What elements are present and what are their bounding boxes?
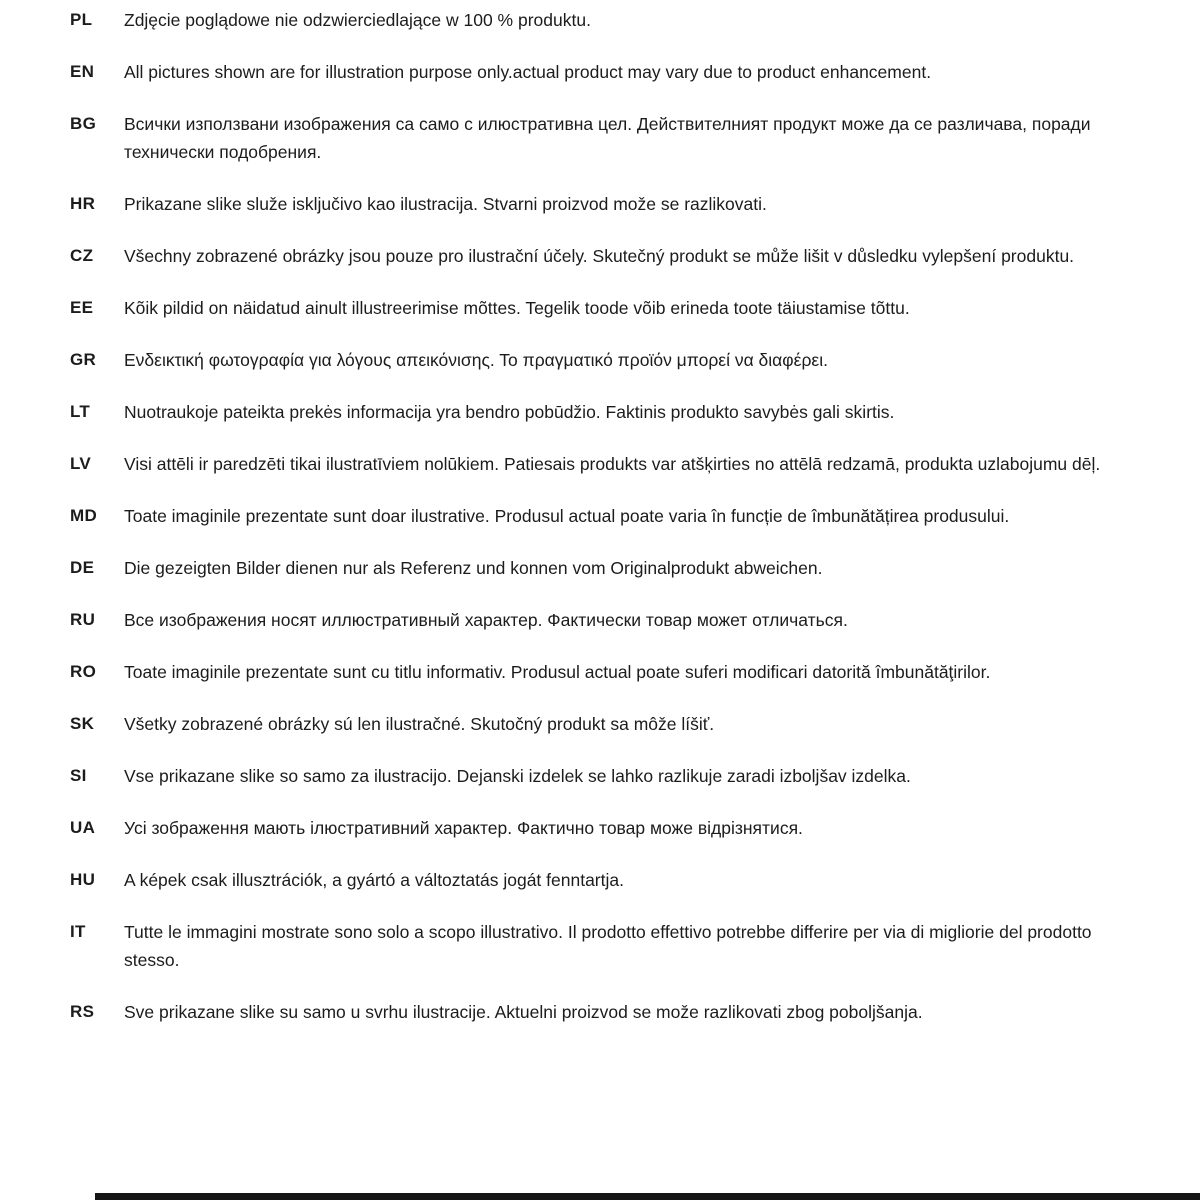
disclaimer-text: Kõik pildid on näidatud ainult illustreerimise mõttes. Tegelik toode võib erineda toote täiustamise tõttu. bbox=[124, 298, 910, 318]
disclaimer-row bbox=[0, 346, 1200, 374]
disclaimer-text: Все изображения носят иллюстративный характер. Фактически товар может отличаться. bbox=[124, 610, 848, 630]
disclaimer-row bbox=[0, 918, 1200, 974]
language-code-label: HU bbox=[70, 870, 96, 889]
disclaimer-text: Zdjęcie poglądowe nie odzwierciedlające w 100 % produktu. bbox=[124, 10, 591, 30]
language-code-label: LT bbox=[70, 402, 91, 421]
language-code-label: PL bbox=[70, 10, 93, 29]
disclaimer-row bbox=[0, 190, 1200, 218]
disclaimer-text: Toate imaginile prezentate sunt cu titlu informativ. Produsul actual poate suferi modificari datorită îmbunătăţirilor. bbox=[124, 662, 991, 682]
disclaimer-text: Toate imaginile prezentate sunt doar ilustrative. Produsul actual poate varia în funcție de îmbunătățirea produsului. bbox=[124, 506, 1010, 526]
disclaimer-text: Tutte le immagini mostrate sono solo a scopo illustrativo. Il prodotto effettivo potrebbe differire per via di migliorie del prodotto stesso. bbox=[124, 922, 1092, 970]
language-code-label: DE bbox=[70, 558, 95, 577]
disclaimer-row bbox=[0, 658, 1200, 686]
language-code-label: MD bbox=[70, 506, 98, 525]
language-code-label: LV bbox=[70, 454, 92, 473]
language-code-label: UA bbox=[70, 818, 96, 837]
disclaimer-text: Всички използвани изображения са само с илюстративна цел. Действителният продукт може да се различава, поради технически подобрения. bbox=[124, 114, 1091, 162]
disclaimer-row bbox=[0, 710, 1200, 738]
disclaimer-document bbox=[0, 6, 1200, 1050]
language-code-label: GR bbox=[70, 350, 97, 369]
language-code-label: SI bbox=[70, 766, 87, 785]
language-code-label: EE bbox=[70, 298, 94, 317]
disclaimer-text: All pictures shown are for illustration purpose only.actual product may vary due to product enhancement. bbox=[124, 62, 932, 82]
language-code-label: CZ bbox=[70, 246, 94, 265]
language-code-label: IT bbox=[70, 922, 86, 941]
disclaimer-text: Vse prikazane slike so samo za ilustracijo. Dejanski izdelek se lahko razlikuje zaradi izboljšav izdelka. bbox=[124, 766, 911, 786]
disclaimer-row bbox=[0, 762, 1200, 790]
disclaimer-row bbox=[0, 110, 1200, 166]
disclaimer-text: Sve prikazane slike su samo u svrhu ilustracije. Aktuelni proizvod se može razlikovati zbog poboljšanja. bbox=[124, 1002, 923, 1022]
disclaimer-row bbox=[0, 6, 1200, 34]
language-code-label: SK bbox=[70, 714, 95, 733]
language-code-label: EN bbox=[70, 62, 95, 81]
language-code-label: RU bbox=[70, 610, 96, 629]
disclaimer-row bbox=[0, 294, 1200, 322]
language-code-label: RS bbox=[70, 1002, 95, 1021]
disclaimer-text: Die gezeigten Bilder dienen nur als Referenz und konnen vom Originalprodukt abweichen. bbox=[124, 558, 823, 578]
disclaimer-text: Усі зображення мають ілюстративний характер. Фактично товар може відрізнятися. bbox=[124, 818, 803, 838]
disclaimer-list bbox=[0, 6, 1200, 1026]
disclaimer-row bbox=[0, 998, 1200, 1026]
disclaimer-row bbox=[0, 606, 1200, 634]
disclaimer-text: Ενδεικτική φωτογραφία για λόγους απεικόνισης. Το πραγματικό προϊόν μπορεί να διαφέρει. bbox=[124, 350, 828, 370]
language-code-label: BG bbox=[70, 114, 97, 133]
language-code-label: HR bbox=[70, 194, 96, 213]
disclaimer-text: A képek csak illusztrációk, a gyártó a változtatás jogát fenntartja. bbox=[124, 870, 624, 890]
disclaimer-row bbox=[0, 814, 1200, 842]
bottom-edge-bar bbox=[95, 1193, 1200, 1200]
disclaimer-row bbox=[0, 450, 1200, 478]
disclaimer-row bbox=[0, 398, 1200, 426]
disclaimer-row bbox=[0, 554, 1200, 582]
disclaimer-text: Prikazane slike služe isključivo kao ilustracija. Stvarni proizvod može se razlikovati. bbox=[124, 194, 767, 214]
disclaimer-row bbox=[0, 502, 1200, 530]
disclaimer-text: Nuotraukoje pateikta prekės informacija yra bendro pobūdžio. Faktinis produkto savybės gali skirtis. bbox=[124, 402, 895, 422]
disclaimer-text: Všetky zobrazené obrázky sú len ilustračné. Skutočný produkt sa môže líšiť. bbox=[124, 714, 715, 734]
language-code-label: RO bbox=[70, 662, 97, 681]
disclaimer-text: Visi attēli ir paredzēti tikai ilustratīviem nolūkiem. Patiesais produkts var atšķirties no attēlā redzamā, produkta uzlabojumu dēļ. bbox=[124, 454, 1101, 474]
disclaimer-row bbox=[0, 58, 1200, 86]
disclaimer-text: Všechny zobrazené obrázky jsou pouze pro ilustrační účely. Skutečný produkt se může lišit v důsledku vylepšení produktu. bbox=[124, 246, 1075, 266]
disclaimer-row bbox=[0, 242, 1200, 270]
disclaimer-row bbox=[0, 866, 1200, 894]
